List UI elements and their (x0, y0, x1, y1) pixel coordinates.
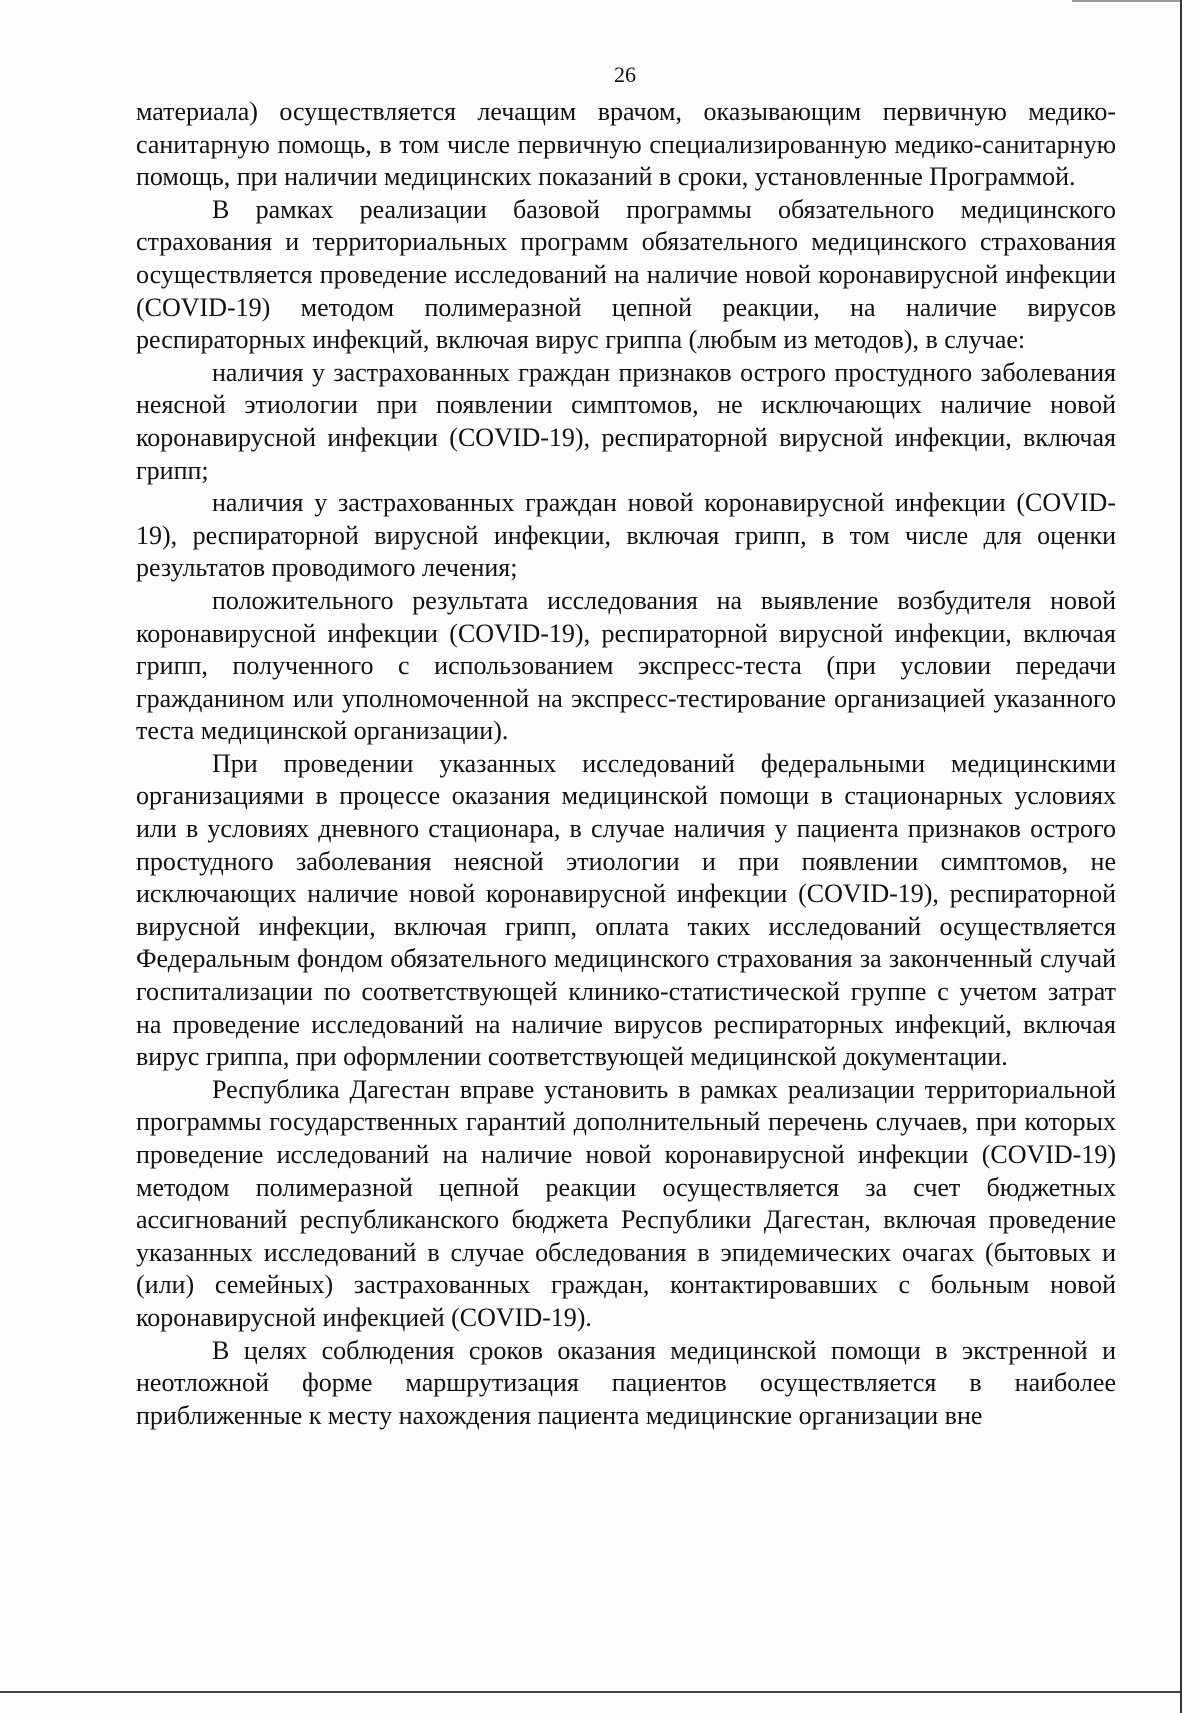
paragraph: наличия у застрахованных граждан новой коронавирусной инфекции (COVID-19), респираторной вирусной инфекции, включая грипп, в том числе для оценки результатов проводимого лечения; (136, 488, 1116, 583)
scan-edge-bottom (0, 1691, 1180, 1693)
document-body (136, 96, 1116, 1432)
page-number: 26 (614, 62, 636, 87)
paragraph: положительного результата исследования на выявление возбудителя новой коронавирусной инфекции (COVID-19), респираторной вирусной инфекции, включая грипп, полученного с использованием экспресс-теста (при условии передачи гражданином или уполномоченной на экспресс-тестирование организацией указанного теста медицинской организации). (136, 585, 1116, 746)
paragraph: При проведении указанных исследований федеральными медицинскими организациями в процессе оказания медицинской помощи в стационарных условиях или в условиях дневного стационара, в случае наличия у пациента признаков острого простудного заболевания неясной этиологии и при появлении симптомов, не исключающих наличие новой коронавирусной инфекции (COVID-19), респираторной вирусной инфекции, включая грипп, оплата таких исследований осуществляется Федеральным фондом обязательного медицинского страхования за законченный случай госпитализации по соответствующей клинико-статистической группе с учетом затрат на проведение исследований на наличие вирусов респираторных инфекций, включая вирус гриппа, при оформлении соответствующей медицинской документации. (136, 748, 1116, 1072)
paragraph: В целях соблюдения сроков оказания медицинской помощи в экстренной и неотложной форме маршрутизация пациентов осуществляется в наиболее приближенные к месту нахождения пациента медицинские организации вне (136, 1335, 1116, 1430)
paragraph: наличия у застрахованных граждан признаков острого простудного заболевания неясной этиологии при появлении симптомов, не исключающих наличие новой коронавирусной инфекции (COVID-19), респираторной вирусной инфекции, включая грипп; (136, 357, 1116, 485)
paragraph-continued: материала) осуществляется лечащим врачом, оказывающим первичную медико-санитарную помощь, в том числе первичную специализированную медико-санитарную помощь, при наличии медицинских показаний в сроки, установленные Программой. (136, 97, 1116, 192)
scan-edge-top-mark (1072, 0, 1182, 2)
paragraph: Республика Дагестан вправе установить в рамках реализации территориальной программы государственных гарантий дополнительный перечень случаев, при которых проведение исследований на наличие новой коронавирусной инфекции (COVID-19) методом полимеразной цепной реакции осуществляется за счет бюджетных ассигнований республиканского бюджета Республики Дагестан, включая проведение указанных исследований в случае обследования в эпидемических очагах (бытовых и (или) семейных) застрахованных граждан, контактировавших с больным новой коронавирусной инфекцией (COVID-19). (136, 1074, 1116, 1332)
paragraph: В рамках реализации базовой программы обязательного медицинского страхования и территориальных программ обязательного медицинского страхования осуществляется проведение исследований на наличие новой коронавирусной инфекции (COVID-19) методом полимеразной цепной реакции, на наличие вирусов респираторных инфекций, включая вирус гриппа (любым из методов), в случае: (136, 194, 1116, 355)
scan-edge-right (1180, 0, 1182, 1713)
